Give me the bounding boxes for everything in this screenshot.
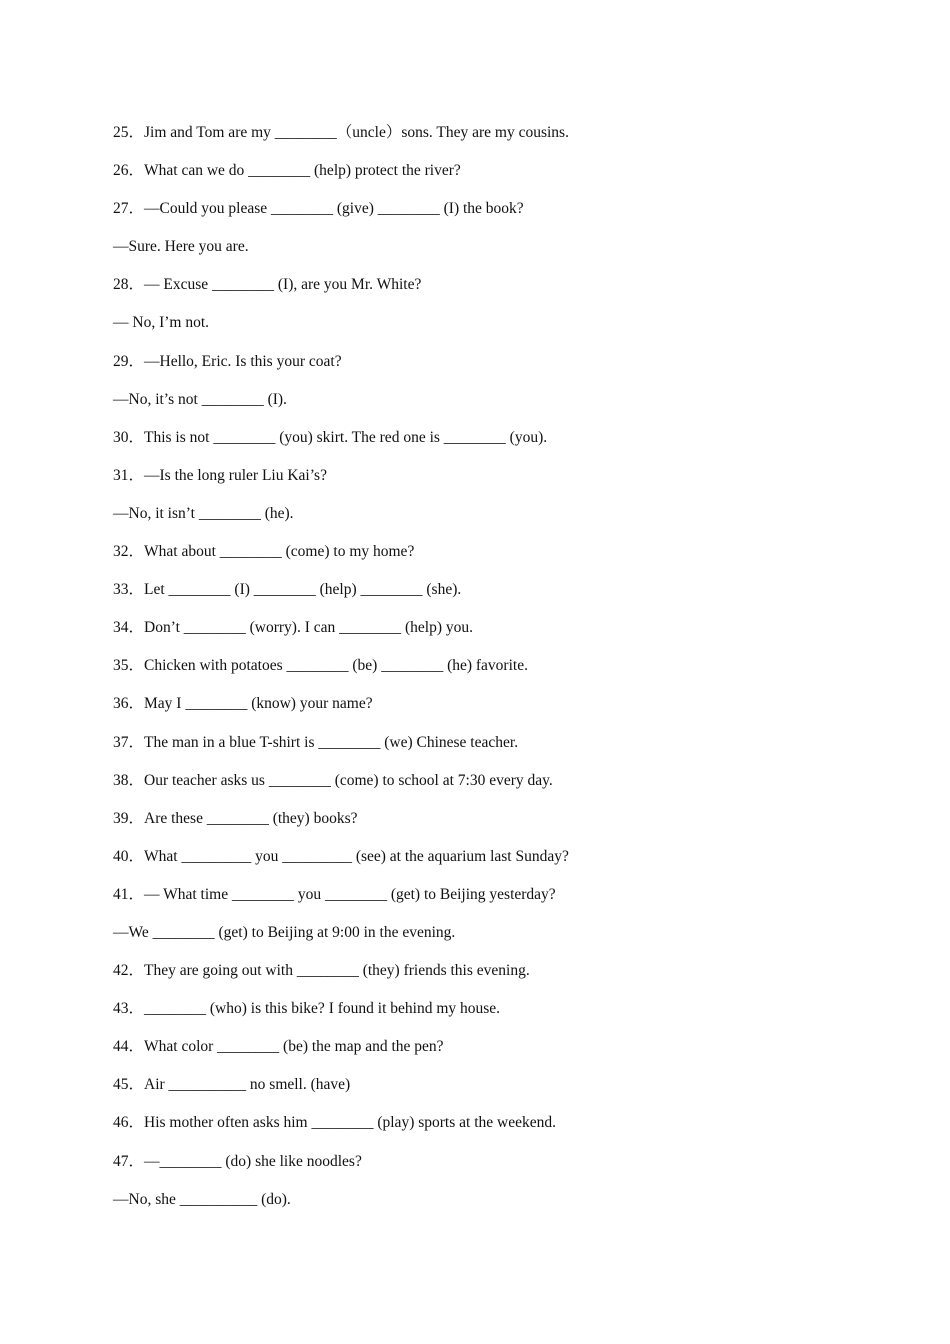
question-26: 26．What can we do ________ (help) protect the river? <box>113 162 461 180</box>
question-43: 43．________ (who) is this bike? I found it behind my house. <box>113 1000 501 1018</box>
question-47: 47．—________ (do) she like noodles? <box>113 1152 362 1170</box>
question-30: 30．This is not ________ (you) skirt. The red one is ________ (you). <box>113 428 548 446</box>
question-46: 46．His mother often asks him ________ (play) sports at the weekend. <box>113 1114 556 1132</box>
question-47-reply: —No, she __________ (do). <box>113 1190 291 1208</box>
question-31: 31．—Is the long ruler Liu Kai’s? <box>113 466 327 484</box>
question-45: 45．Air __________ no smell. (have) <box>113 1076 351 1094</box>
question-37: 37．The man in a blue T-shirt is ________ (we) Chinese teacher. <box>113 733 519 751</box>
question-32: 32．What about ________ (come) to my home? <box>113 543 415 561</box>
question-38: 38．Our teacher asks us ________ (come) to school at 7:30 every day. <box>113 771 553 789</box>
question-44: 44．What color ________ (be) the map and the pen? <box>113 1038 444 1056</box>
question-28-reply: — No, I’m not. <box>113 314 210 332</box>
question-34: 34．Don’t ________ (worry). I can ________ (help) you. <box>113 619 474 637</box>
question-35: 35．Chicken with potatoes ________ (be) ________ (he) favorite. <box>113 657 528 675</box>
question-28: 28．— Excuse ________ (I), are you Mr. White? <box>113 276 422 294</box>
question-29-reply: —No, it’s not ________ (I). <box>113 390 287 408</box>
question-39: 39．Are these ________ (they) books? <box>113 809 358 827</box>
exercise-list <box>113 121 913 1226</box>
question-36: 36．May I ________ (know) your name? <box>113 695 373 713</box>
question-40: 40．What _________ you _________ (see) at the aquarium last Sunday? <box>113 847 569 865</box>
question-31-reply: —No, it isn’t ________ (he). <box>113 504 294 522</box>
question-33: 33．Let ________ (I) ________ (help) ________ (she). <box>113 581 462 599</box>
question-27: 27．—Could you please ________ (give) ________ (I) the book? <box>113 200 524 218</box>
question-42: 42．They are going out with ________ (they) friends this evening. <box>113 962 530 980</box>
question-29: 29．—Hello, Eric. Is this your coat? <box>113 352 342 370</box>
question-41: 41．— What time ________ you ________ (get) to Beijing yesterday? <box>113 885 556 903</box>
question-25: 25．Jim and Tom are my ________（uncle）sons. They are my cousins. <box>113 124 569 141</box>
question-27-reply: —Sure. Here you are. <box>113 238 249 256</box>
question-41-reply: —We ________ (get) to Beijing at 9:00 in the evening. <box>113 923 456 941</box>
